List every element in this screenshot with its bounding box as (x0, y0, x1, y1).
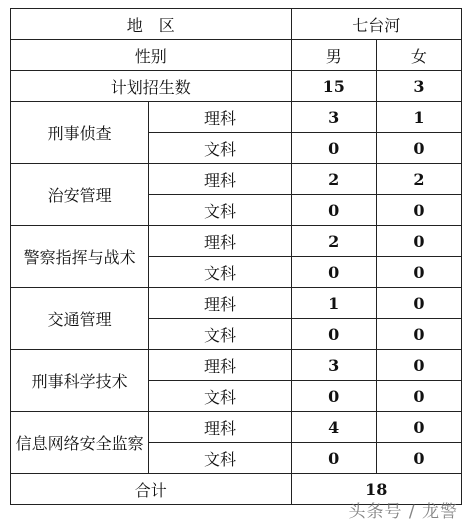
track-label: 文科 (149, 195, 291, 226)
male-count: 2 (291, 226, 376, 257)
major-name: 信息网络安全监察 (11, 412, 149, 474)
total-value: 18 (291, 474, 461, 505)
male-count: 0 (291, 381, 376, 412)
major-name: 刑事科学技术 (11, 350, 149, 412)
region-value: 七台河 (291, 9, 461, 40)
track-label: 理科 (149, 288, 291, 319)
female-count: 0 (376, 443, 461, 474)
table-row (11, 226, 462, 257)
major-name: 治安管理 (11, 164, 149, 226)
major-name: 警察指挥与战术 (11, 226, 149, 288)
male-count: 2 (291, 164, 376, 195)
watermark-text: 头条号 / 龙警 (348, 502, 458, 522)
female-count: 0 (376, 319, 461, 350)
total-label: 合计 (11, 474, 292, 505)
track-label: 文科 (149, 319, 291, 350)
region-row (11, 9, 462, 40)
plan-row (11, 71, 462, 102)
table-row (11, 164, 462, 195)
track-label: 文科 (149, 133, 291, 164)
female-count: 2 (376, 164, 461, 195)
plan-male-value: 15 (291, 71, 376, 102)
plan-female-value: 3 (376, 71, 461, 102)
enrollment-quota-table (10, 8, 462, 505)
male-count: 1 (291, 288, 376, 319)
track-label: 理科 (149, 164, 291, 195)
track-label: 理科 (149, 412, 291, 443)
female-count: 0 (376, 288, 461, 319)
female-count: 0 (376, 133, 461, 164)
track-label: 文科 (149, 381, 291, 412)
male-header: 男 (291, 40, 376, 71)
table-row (11, 412, 462, 443)
male-count: 3 (291, 102, 376, 133)
table-row (11, 288, 462, 319)
female-count: 0 (376, 257, 461, 288)
female-count: 0 (376, 350, 461, 381)
female-count: 0 (376, 381, 461, 412)
table-row (11, 102, 462, 133)
male-count: 0 (291, 443, 376, 474)
major-name: 交通管理 (11, 288, 149, 350)
male-count: 0 (291, 257, 376, 288)
track-label: 文科 (149, 257, 291, 288)
gender-row (11, 40, 462, 71)
track-label: 文科 (149, 443, 291, 474)
track-label: 理科 (149, 226, 291, 257)
track-label: 理科 (149, 350, 291, 381)
major-name: 刑事侦查 (11, 102, 149, 164)
female-header: 女 (376, 40, 461, 71)
track-label: 理科 (149, 102, 291, 133)
gender-label: 性别 (11, 40, 292, 71)
female-count: 1 (376, 102, 461, 133)
male-count: 0 (291, 195, 376, 226)
female-count: 0 (376, 412, 461, 443)
table-row (11, 350, 462, 381)
female-count: 0 (376, 226, 461, 257)
male-count: 0 (291, 319, 376, 350)
region-label: 地 区 (11, 9, 292, 40)
female-count: 0 (376, 195, 461, 226)
male-count: 4 (291, 412, 376, 443)
male-count: 3 (291, 350, 376, 381)
plan-label: 计划招生数 (11, 71, 292, 102)
male-count: 0 (291, 133, 376, 164)
